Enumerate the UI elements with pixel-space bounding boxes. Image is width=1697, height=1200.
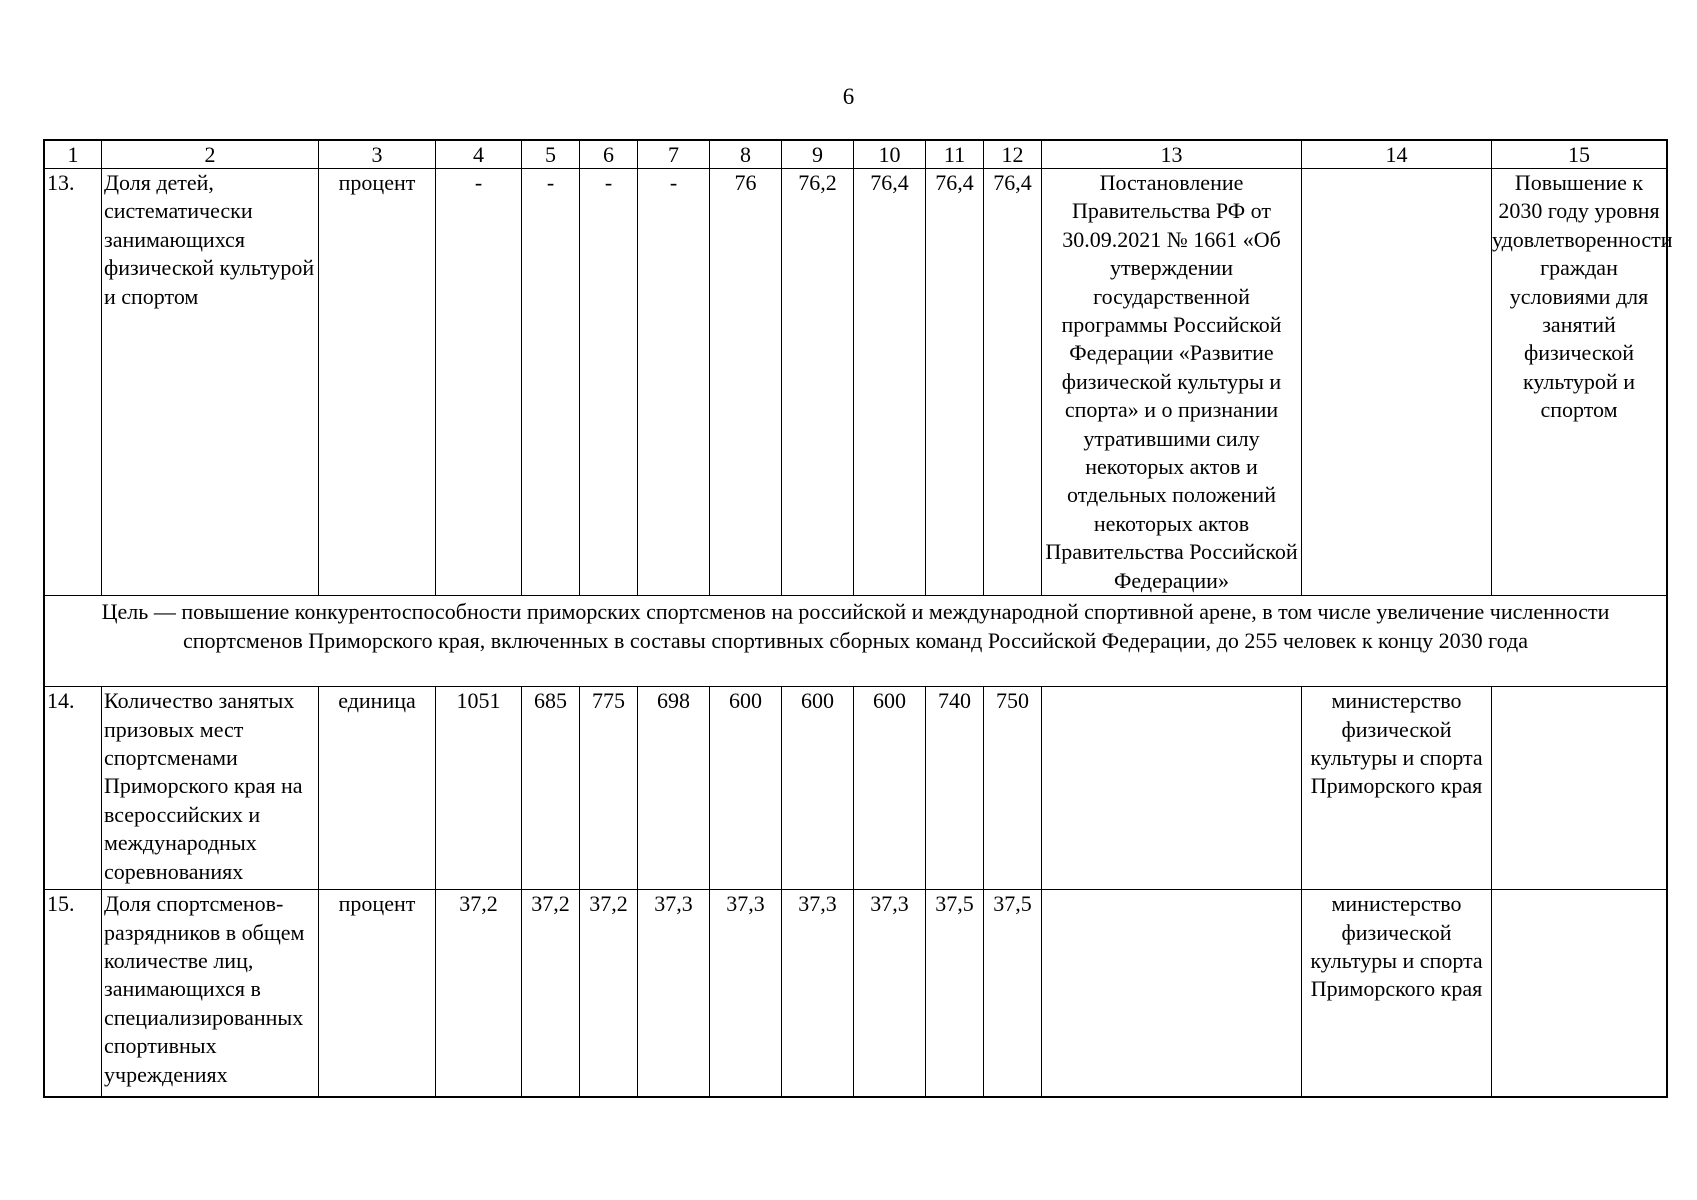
legal-basis bbox=[1042, 890, 1302, 1097]
value-col-12: 76,4 bbox=[984, 169, 1042, 596]
col-header-2: 2 bbox=[102, 141, 319, 169]
responsible-body: министерство физической культуры и спорта Приморского края bbox=[1302, 687, 1492, 890]
value-col-5: - bbox=[522, 169, 580, 596]
value-col-6: - bbox=[580, 169, 638, 596]
value-col-9: 600 bbox=[782, 687, 854, 890]
value-col-5: 37,2 bbox=[522, 890, 580, 1097]
expected-result bbox=[1492, 890, 1667, 1097]
table-row bbox=[45, 687, 1667, 890]
value-col-5: 685 bbox=[522, 687, 580, 890]
indicator-name: Количество занятых призовых мест спортсменами Приморского края на всероссийских и международных соревнованиях bbox=[102, 687, 319, 890]
col-header-7: 7 bbox=[638, 141, 710, 169]
value-col-6: 37,2 bbox=[580, 890, 638, 1097]
legal-basis: Постановление Правительства РФ от 30.09.2021 № 1661 «Об утверждении государственной программы Российской Федерации «Развитие физической культуры и спорта» и о признании утратившими силу некоторых актов и отдельных положений некоторых актов Правительства Российской Федерации» bbox=[1042, 169, 1302, 596]
value-col-6: 775 bbox=[580, 687, 638, 890]
col-header-9: 9 bbox=[782, 141, 854, 169]
value-col-12: 750 bbox=[984, 687, 1042, 890]
col-header-15: 15 bbox=[1492, 141, 1667, 169]
responsible-body: министерство физической культуры и спорта Приморского края bbox=[1302, 890, 1492, 1097]
col-header-5: 5 bbox=[522, 141, 580, 169]
value-col-4: 37,2 bbox=[436, 890, 522, 1097]
value-col-10: 76,4 bbox=[854, 169, 926, 596]
value-col-7: 698 bbox=[638, 687, 710, 890]
value-col-4: - bbox=[436, 169, 522, 596]
expected-result: Повышение к 2030 году уровня удовлетворенности граждан условиями для занятий физической культурой и спортом bbox=[1492, 169, 1667, 596]
row-number: 13. bbox=[45, 169, 102, 596]
indicator-name: Доля спортсменов-разрядников в общем количестве лиц, занимающихся в специализированных спортивных учреждениях bbox=[102, 890, 319, 1097]
col-header-12: 12 bbox=[984, 141, 1042, 169]
value-col-4: 1051 bbox=[436, 687, 522, 890]
page-number: 6 bbox=[842, 84, 855, 109]
col-header-11: 11 bbox=[926, 141, 984, 169]
value-col-10: 600 bbox=[854, 687, 926, 890]
value-col-8: 76 bbox=[710, 169, 782, 596]
row-number: 15. bbox=[45, 890, 102, 1097]
value-col-11: 740 bbox=[926, 687, 984, 890]
value-col-8: 600 bbox=[710, 687, 782, 890]
indicators-table bbox=[44, 140, 1673, 1097]
table-row bbox=[45, 890, 1667, 1097]
value-col-9: 76,2 bbox=[782, 169, 854, 596]
col-header-6: 6 bbox=[580, 141, 638, 169]
col-header-10: 10 bbox=[854, 141, 926, 169]
row-number: 14. bbox=[45, 687, 102, 890]
col-header-4: 4 bbox=[436, 141, 522, 169]
value-col-8: 37,3 bbox=[710, 890, 782, 1097]
value-col-9: 37,3 bbox=[782, 890, 854, 1097]
unit: процент bbox=[319, 169, 436, 596]
value-col-7: - bbox=[638, 169, 710, 596]
unit: единица bbox=[319, 687, 436, 890]
responsible-body bbox=[1302, 169, 1492, 596]
value-col-10: 37,3 bbox=[854, 890, 926, 1097]
column-number-row bbox=[45, 141, 1667, 169]
unit: процент bbox=[319, 890, 436, 1097]
value-col-11: 76,4 bbox=[926, 169, 984, 596]
table-row bbox=[45, 169, 1667, 596]
goal-row bbox=[45, 596, 1667, 687]
col-header-8: 8 bbox=[710, 141, 782, 169]
goal-text: Цель — повышение конкурентоспособности приморских спортсменов на российской и международной спортивной арене, в том числе увеличение численности спортсменов Приморского края, включенных в составы спортивных сборных команд Российской Федерации, до 255 человек к концу 2030 года bbox=[45, 596, 1667, 687]
value-col-12: 37,5 bbox=[984, 890, 1042, 1097]
col-header-14: 14 bbox=[1302, 141, 1492, 169]
indicator-name: Доля детей, систематически занимающихся физической культурой и спортом bbox=[102, 169, 319, 596]
value-col-11: 37,5 bbox=[926, 890, 984, 1097]
col-header-3: 3 bbox=[319, 141, 436, 169]
value-col-7: 37,3 bbox=[638, 890, 710, 1097]
col-header-13: 13 bbox=[1042, 141, 1302, 169]
legal-basis bbox=[1042, 687, 1302, 890]
col-header-1: 1 bbox=[45, 141, 102, 169]
expected-result bbox=[1492, 687, 1667, 890]
